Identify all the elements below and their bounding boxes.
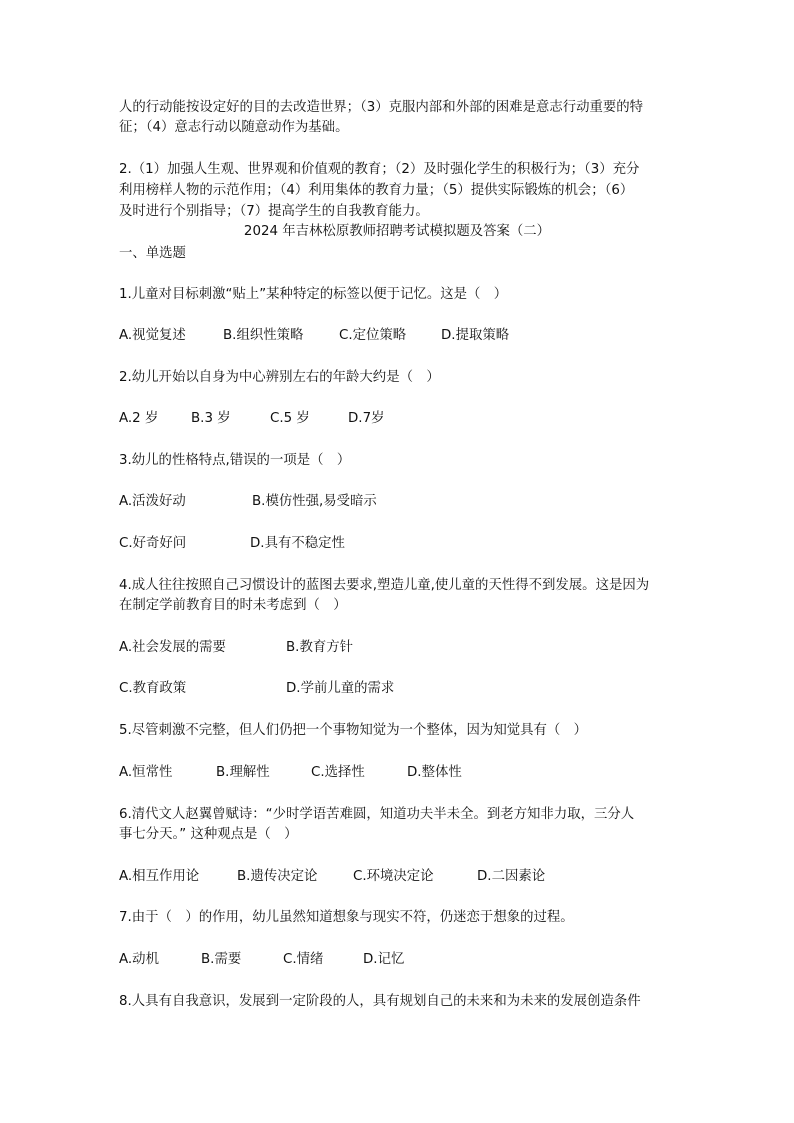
question-6-options [119,867,545,887]
option-d: D.二因素论 [477,869,546,884]
option-b: B.教育方针 [286,640,354,655]
document-title: 2024 年吉林松原教师招聘考试模拟题及答案（二） [243,224,551,239]
option-c: C.选择性 [311,765,365,780]
option-d: D.记忆 [363,952,405,967]
option-c: C.环境决定论 [353,869,434,884]
intro-line-2: 征；（4）意志行动以随意动作为基础。 [119,120,349,135]
section-heading: 一、单选题 [119,246,186,261]
option-b: B.遗传决定论 [237,869,318,884]
option-a: A.2 岁 [119,411,159,426]
question-7-options [119,950,404,970]
option-a: A.社会发展的需要 [119,640,226,655]
question-7: 7.由于（ ）的作用，幼儿虽然知道想象与现实不符，仍迷恋于想象的过程。 [119,910,574,925]
intro-line-1: 人的行动能按设定好的目的去改造世界；（3）克服内部和外部的困难是意志行动重要的特 [119,100,644,115]
question-3-options-row-2 [119,534,345,554]
option-b: B.组织性策略 [223,328,304,343]
option-d: D.7岁 [348,411,385,426]
option-c: C.5 岁 [270,411,310,426]
answer2-line-1: 2.（1）加强人生观、世界观和价值观的教育；（2）及时强化学生的积极行为；（3）充分 [119,162,640,177]
option-a: A.动机 [119,952,159,967]
question-3: 3.幼儿的性格特点,错误的一项是（ ） [119,453,351,468]
option-a: A.活泼好动 [119,494,186,509]
question-2: 2.幼儿开始以自身为中心辨别左右的年龄大约是（ ） [119,370,440,385]
option-b: B.理解性 [216,765,270,780]
option-d: D.提取策略 [441,328,510,343]
question-8: 8.人具有自我意识，发展到一定阶段的人，具有规划自己的未来和为未来的发展创造条件 [119,994,641,1009]
question-6-line-1: 6.清代文人赵翼曾赋诗：“少时学语苦难圆，知道功夫半未全。到老方知非力取，三分人 [119,807,635,822]
answer2-line-2: 利用榜样人物的示范作用；（4）利用集体的教育力量；（5）提供实际锻炼的机会；（6） [119,183,634,198]
option-a: A.恒常性 [119,765,173,780]
question-5-options [119,763,462,783]
question-4-options-row-1 [119,638,353,658]
option-a: A.相互作用论 [119,869,200,884]
answer2-line-3: 及时进行个别指导；（7）提高学生的自我教育能力。 [119,204,429,219]
option-c: C.情绪 [283,952,324,967]
question-5: 5.尽管刺激不完整，但人们仍把一个事物知觉为一个整体，因为知觉具有（ ） [119,723,588,738]
question-4-options-row-2 [119,679,394,699]
option-d: D.具有不稳定性 [250,536,345,551]
question-3-options-row-1 [119,492,377,512]
question-4-line-1: 4.成人往往按照自己习惯设计的蓝图去要求,塑造儿童,使儿童的天性得不到发展。这是因为 [119,578,650,593]
question-4-line-2: 在制定学前教育目的时未考虑到（ ） [119,598,347,613]
option-c: C.好奇好问 [119,536,187,551]
question-1: 1.儿童对目标刺激“贴上”某种特定的标签以便于记忆。这是（ ） [119,287,508,302]
option-b: B.模仿性强,易受暗示 [252,494,377,509]
question-2-options [119,409,384,429]
option-b: B.3 岁 [191,411,231,426]
option-b: B.需要 [201,952,242,967]
option-d: D.整体性 [407,765,462,780]
option-c: C.定位策略 [339,328,407,343]
question-6-line-2: 事七分天。” 这种观点是（ ） [119,827,298,842]
option-c: C.教育政策 [119,681,187,696]
option-a: A.视觉复述 [119,328,186,343]
question-1-options [119,326,509,346]
option-d: D.学前儿童的需求 [286,681,395,696]
